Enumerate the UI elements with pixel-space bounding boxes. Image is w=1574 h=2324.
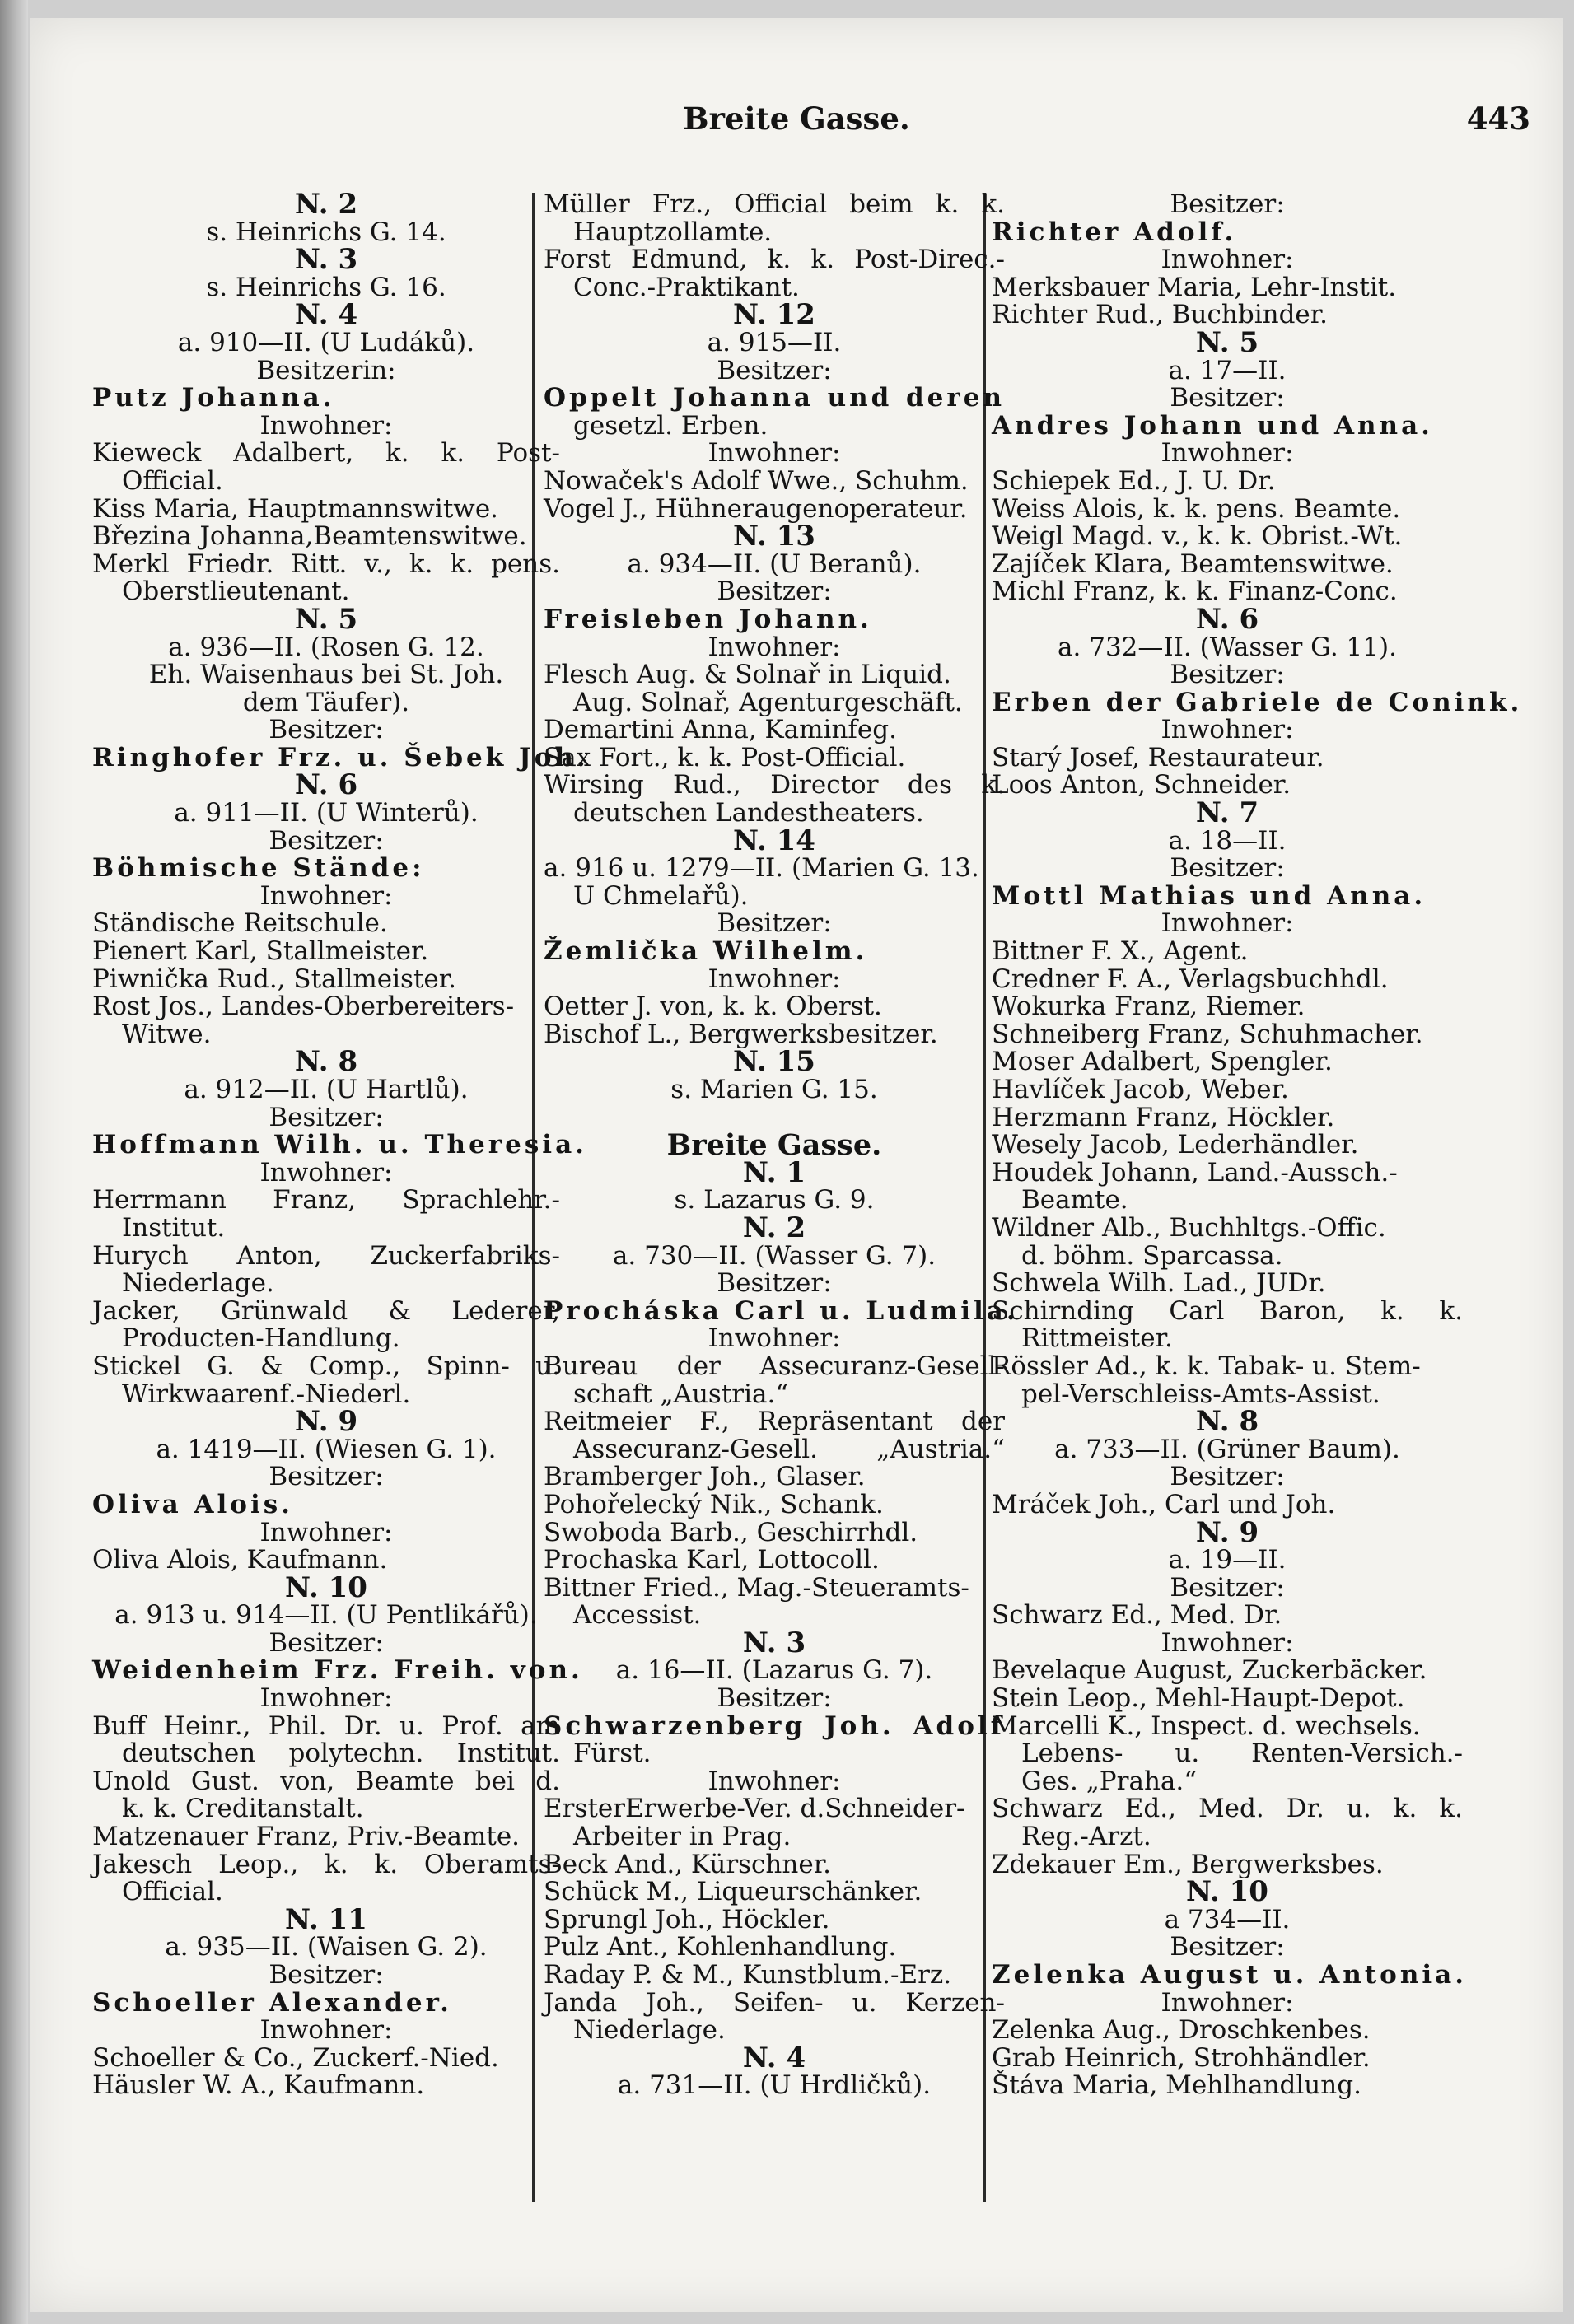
directory-line: Kieweck Adalbert, k. k. Post- <box>92 438 560 469</box>
directory-line: Lebens- u. Renten-Versich.- <box>1021 1738 1463 1769</box>
residents-label: Inwohner: <box>708 438 841 469</box>
directory-line: a. 911—II. (U Winterů). <box>174 798 479 828</box>
owner-label: Besitzerin: <box>256 355 396 385</box>
directory-line: s. Heinrichs G. 16. <box>206 272 446 302</box>
directory-line: k. k. Creditanstalt. <box>122 1794 364 1824</box>
directory-line: a. 916 u. 1279—II. (Marien G. 13. <box>544 853 979 884</box>
directory-line: Fürst. <box>573 1738 652 1769</box>
directory-line: a. 912—II. (U Hartlů). <box>184 1075 469 1104</box>
directory-line: Bittner F. X., Agent. <box>992 936 1249 967</box>
directory-line: Rössler Ad., k. k. Tabak- u. Stem- <box>992 1351 1421 1381</box>
directory-line: Demartini Anna, Kaminfeg. <box>544 715 897 745</box>
directory-line: Ges. „Praha.“ <box>1021 1766 1198 1796</box>
house-number-heading: N. 5 <box>1195 325 1259 359</box>
directory-line: a. 936—II. (Rosen G. 12. <box>168 632 484 662</box>
running-header-title: Breite Gasse. <box>683 100 910 137</box>
residents-label: Inwohner: <box>259 410 393 441</box>
directory-line: Buff Heinr., Phil. Dr. u. Prof. am <box>92 1710 560 1741</box>
owner-name: Ringhofer Frz. u. Šebek Joh. <box>92 742 589 772</box>
directory-line: Jacker, Grünwald & Lederer, <box>92 1295 560 1326</box>
directory-line: deutschen polytechn. Institut. <box>122 1738 560 1769</box>
directory-line: Zajíček Klara, Beamtenswitwe. <box>992 548 1394 579</box>
house-number-heading: N. 1 <box>742 1155 806 1189</box>
owner-label: Besitzer: <box>717 576 832 607</box>
street-heading: Breite Gasse. <box>666 1128 882 1163</box>
directory-line: a. 915—II. <box>707 327 842 357</box>
directory-line: Eh. Waisenhaus bei St. Joh. <box>148 660 504 690</box>
directory-line: Official. <box>122 465 223 496</box>
directory-line: Houdek Johann, Land.-Aussch.- <box>992 1157 1398 1188</box>
residents-label: Inwohner: <box>708 632 841 662</box>
directory-line: Wirsing Rud., Director des k. <box>544 770 1005 800</box>
owner-name: Freisleben Johann. <box>544 604 872 634</box>
directory-line: Bittner Fried., Mag.-Steueramts- <box>544 1572 969 1603</box>
directory-line: Oberstlieutenant. <box>122 576 350 607</box>
directory-line: schaft „Austria.“ <box>573 1379 789 1409</box>
house-number-heading: N. 10 <box>285 1570 367 1604</box>
directory-line: ErsterErwerbe-Ver. d.Schneider- <box>544 1794 965 1824</box>
directory-line: Oliva Alois, Kaufmann. <box>92 1545 388 1575</box>
directory-line: s. Marien G. 15. <box>670 1075 878 1104</box>
directory-line: a. 731—II. (U Hrdličků). <box>617 2070 932 2101</box>
directory-line: Rittmeister. <box>1021 1323 1173 1354</box>
directory-line: Wildner Alb., Buchhltgs.-Offic. <box>992 1212 1386 1243</box>
owner-label: Besitzer: <box>1170 1932 1285 1962</box>
owner-name: Procháska Carl u. Ludmila. <box>544 1295 1019 1326</box>
house-number-heading: N. 9 <box>1195 1515 1259 1549</box>
house-number-heading: N. 10 <box>1186 1875 1268 1909</box>
directory-line: Richter Rud., Buchbinder. <box>992 300 1329 330</box>
owner-label: Besitzer: <box>1170 660 1285 690</box>
directory-line: Forst Edmund, k. k. Post-Direc.- <box>544 245 1005 275</box>
directory-line: Pulz Ant., Kohlenhandlung. <box>544 1932 897 1962</box>
directory-line: Bureau der Assecuranz-Gesell- <box>544 1351 1005 1381</box>
directory-line: Stein Leop., Mehl-Haupt-Depot. <box>992 1683 1405 1714</box>
owner-label: Besitzer: <box>269 825 384 856</box>
directory-line: Pienert Karl, Stallmeister. <box>92 936 429 967</box>
directory-line: Zdekauer Em., Bergwerksbes. <box>992 1849 1384 1879</box>
house-number-heading: N. 12 <box>733 298 815 332</box>
directory-line: Bramberger Joh., Glaser. <box>544 1462 866 1492</box>
directory-line: Schwela Wilh. Lad., JUDr. <box>992 1268 1326 1299</box>
directory-line: Flesch Aug. & Solnař in Liquid. <box>544 660 951 690</box>
residents-label: Inwohner: <box>708 1766 841 1796</box>
owner-name: Oppelt Johanna und deren <box>544 383 1005 413</box>
directory-line: Matzenauer Franz, Priv.-Beamte. <box>92 1822 521 1852</box>
owner-name: Hoffmann Wilh. u. Theresia. <box>92 1130 587 1160</box>
directory-line: a. 733—II. (Grüner Baum). <box>1054 1434 1400 1464</box>
owner-label: Besitzer: <box>717 1268 832 1299</box>
owner-name: Böhmische Stände: <box>92 853 425 884</box>
house-number-heading: N. 14 <box>733 824 815 857</box>
owner-label: Besitzer: <box>269 1627 384 1658</box>
directory-line: Schwarz Ed., Med. Dr. <box>992 1600 1282 1631</box>
residents-label: Inwohner: <box>259 880 393 911</box>
owner-name: Schwarzenberg Joh. Adolf <box>544 1710 1005 1741</box>
directory-line: Official. <box>122 1877 223 1907</box>
directory-line: Herrmann Franz, Sprachlehr.- <box>92 1185 560 1216</box>
owner-label: Besitzer: <box>1170 1462 1285 1492</box>
directory-column-3 <box>992 189 1523 2101</box>
directory-line: Stickel G. & Comp., Spinn- u. <box>92 1351 560 1381</box>
directory-line: Zelenka Aug., Droschkenbes. <box>992 2015 1371 2046</box>
owner-name: Richter Adolf. <box>992 217 1237 247</box>
owner-label: Besitzer: <box>1170 189 1285 219</box>
directory-column-2 <box>544 189 1019 2101</box>
owner-label: Besitzer: <box>1170 853 1285 884</box>
house-number-heading: N. 3 <box>294 243 358 277</box>
house-number-heading: N. 3 <box>742 1626 806 1659</box>
owner-label: Besitzer: <box>269 1102 384 1132</box>
directory-line: Schneiberg Franz, Schuhmacher. <box>992 1019 1423 1049</box>
directory-line: Aug. Solnař, Agenturgeschäft. <box>573 687 963 717</box>
residents-label: Inwohner: <box>1161 438 1294 469</box>
owner-label: Besitzer: <box>717 908 832 939</box>
directory-line: Pohořelecký Nik., Schank. <box>544 1489 884 1519</box>
owner-name: Oliva Alois. <box>92 1489 293 1519</box>
directory-line: gesetzl. Erben. <box>573 410 768 441</box>
directory-line: a. 732—II. (Wasser G. 11). <box>1058 632 1397 662</box>
residents-label: Inwohner: <box>1161 1987 1294 2018</box>
directory-line: Schiepek Ed., J. U. Dr. <box>992 465 1276 496</box>
directory-line: Häusler W. A., Kaufmann. <box>92 2070 425 2101</box>
directory-line: a. 730—II. (Wasser G. 7). <box>612 1240 936 1271</box>
directory-line: Witwe. <box>122 1019 212 1049</box>
directory-line: Hurych Anton, Zuckerfabriks- <box>92 1240 560 1271</box>
directory-line: Credner F. A., Verlagsbuchhdl. <box>992 964 1389 994</box>
page-number: 443 <box>1466 100 1530 137</box>
house-number-heading: N. 8 <box>294 1045 358 1079</box>
directory-line: Starý Josef, Restaurateur. <box>992 742 1324 772</box>
directory-line: Wokurka Franz, Riemer. <box>992 992 1305 1022</box>
directory-line: Rost Jos., Landes-Oberbereiters- <box>92 992 515 1022</box>
directory-line: a. 17—II. <box>1168 355 1287 385</box>
house-number-heading: N. 7 <box>1195 796 1259 830</box>
directory-line: dem Täufer). <box>242 687 410 717</box>
directory-line: Wirkwaarenf.-Niederl. <box>122 1379 411 1409</box>
directory-line: Štáva Maria, Mehlhandlung. <box>992 2070 1361 2101</box>
directory-line: Piwnička Rud., Stallmeister. <box>92 964 457 994</box>
directory-line: Moser Adalbert, Spengler. <box>992 1047 1333 1077</box>
directory-line: Institut. <box>122 1212 226 1243</box>
directory-line: Grab Heinrich, Strohhändler. <box>992 2042 1371 2073</box>
owner-label: Besitzer: <box>1170 1572 1285 1603</box>
directory-line: Swoboda Barb., Geschirrhdl. <box>544 1517 918 1547</box>
residents-label: Inwohner: <box>259 1683 393 1714</box>
house-number-heading: N. 2 <box>294 188 358 221</box>
residents-label: Inwohner: <box>1161 1627 1294 1658</box>
directory-line: Michl Franz, k. k. Finanz-Conc. <box>992 576 1398 607</box>
residents-label: Inwohner: <box>1161 245 1294 275</box>
house-number-heading: N. 13 <box>733 520 815 553</box>
residents-label: Inwohner: <box>1161 715 1294 745</box>
directory-line: Schwarz Ed., Med. Dr. u. k. k. <box>992 1794 1463 1824</box>
directory-line: Březina Johanna,Beamtenswitwe. <box>92 521 527 552</box>
directory-line: a. 935—II. (Waisen G. 2). <box>165 1932 488 1962</box>
directory-line: Wesely Jacob, Lederhändler. <box>992 1130 1359 1160</box>
directory-line: Sax Fort., k. k. Post-Official. <box>544 742 906 772</box>
directory-line: a. 16—II. (Lazarus G. 7). <box>615 1655 933 1686</box>
owner-name: Putz Johanna. <box>92 383 335 413</box>
directory-page <box>30 18 1563 2312</box>
directory-line: Hauptzollamte. <box>573 217 773 247</box>
directory-line: Jakesch Leop., k. k. Oberamts- <box>92 1849 560 1879</box>
directory-line: Assecuranz-Gesell. „Austria.“ <box>573 1434 1005 1464</box>
directory-line: Ständische Reitschule. <box>92 908 388 939</box>
owner-label: Besitzer: <box>717 1683 832 1714</box>
owner-name: Erben der Gabriele de Conink. <box>992 687 1523 717</box>
owner-label: Besitzer: <box>717 355 832 385</box>
house-number-heading: N. 2 <box>742 1211 806 1244</box>
residents-label: Inwohner: <box>708 1323 841 1354</box>
directory-line: a. 913 u. 914—II. (U Pentlikářů). <box>114 1600 538 1631</box>
owner-name: Zelenka August u. Antonia. <box>992 1960 1468 1990</box>
directory-line: Sprungl Joh., Höckler. <box>544 1904 830 1934</box>
directory-line: Merksbauer Maria, Lehr-Instit. <box>992 272 1397 302</box>
house-number-heading: N. 8 <box>1195 1405 1259 1439</box>
directory-line: Niederlage. <box>573 2015 726 2046</box>
directory-line: Beck And., Kürschner. <box>544 1849 831 1879</box>
directory-line: d. böhm. Sparcassa. <box>1021 1240 1283 1271</box>
residents-label: Inwohner: <box>259 1157 393 1188</box>
directory-line: Kiss Maria, Hauptmannswitwe. <box>92 493 499 524</box>
owner-name: Weidenheim Frz. Freih. von. <box>92 1655 583 1686</box>
directory-line: Loos Anton, Schneider. <box>992 770 1291 800</box>
house-number-heading: N. 11 <box>285 1902 367 1936</box>
house-number-heading: N. 6 <box>294 768 358 802</box>
directory-column-1 <box>92 188 589 2101</box>
directory-line: Weiss Alois, k. k. pens. Beamte. <box>992 493 1401 524</box>
directory-line: s. Heinrichs G. 14. <box>206 217 446 247</box>
owner-label: Besitzer: <box>269 715 384 745</box>
residents-label: Inwohner: <box>259 2015 393 2046</box>
directory-line: Schoeller & Co., Zuckerf.-Nied. <box>92 2042 499 2073</box>
directory-line: Merkl Friedr. Ritt. v., k. k. pens. <box>92 548 560 579</box>
directory-line: a. 1419—II. (Wiesen G. 1). <box>156 1434 497 1464</box>
directory-line: Herzmann Franz, Höckler. <box>992 1102 1335 1132</box>
owner-label: Besitzer: <box>269 1960 384 1990</box>
residents-label: Inwohner: <box>259 1517 393 1547</box>
directory-line: pel-Verschleiss-Amts-Assist. <box>1021 1379 1380 1409</box>
directory-line: Niederlage. <box>122 1268 274 1299</box>
owner-name: Žemlička Wilhelm. <box>544 936 868 967</box>
residents-label: Inwohner: <box>1161 908 1294 939</box>
directory-line: Nowaček's Adolf Wwe., Schuhm. <box>544 465 969 496</box>
directory-line: a. 18—II. <box>1168 825 1287 856</box>
directory-line: Janda Joh., Seifen- u. Kerzen- <box>544 1987 1005 2018</box>
directory-line: Prochaska Karl, Lottocoll. <box>544 1545 880 1575</box>
directory-line: U Chmelařů). <box>573 880 749 911</box>
directory-line: a. 19—II. <box>1168 1545 1287 1575</box>
directory-line: a. 910—II. (U Ludáků). <box>177 327 475 357</box>
directory-line: Schück M., Liqueurschänker. <box>544 1877 922 1907</box>
directory-line: Producten-Handlung. <box>122 1323 400 1354</box>
directory-line: Weigl Magd. v., k. k. Obrist.-Wt. <box>992 521 1403 552</box>
house-number-heading: N. 4 <box>742 2041 806 2074</box>
directory-line: Havlíček Jacob, Weber. <box>992 1075 1289 1104</box>
owner-name: Schoeller Alexander. <box>92 1987 452 2018</box>
directory-line: Raday P. & M., Kunstblum.-Erz. <box>544 1960 952 1990</box>
directory-line: deutschen Landestheaters. <box>573 798 924 828</box>
directory-line: Accessist. <box>573 1600 702 1631</box>
directory-line: Schirnding Carl Baron, k. k. <box>992 1295 1463 1326</box>
directory-line: Bischof L., Bergwerksbesitzer. <box>544 1019 938 1049</box>
directory-line: a. 934—II. (U Beranů). <box>627 548 922 579</box>
directory-line: Bevelaque August, Zuckerbäcker. <box>992 1655 1427 1686</box>
directory-line: Conc.-Praktikant. <box>573 272 800 302</box>
owner-label: Besitzer: <box>1170 383 1285 413</box>
directory-line <box>544 1104 1005 1132</box>
directory-line: Müller Frz., Official beim k. k. <box>544 189 1005 219</box>
directory-line: Reg.-Arzt. <box>1021 1822 1151 1852</box>
house-number-heading: N. 6 <box>1195 602 1259 636</box>
directory-line: Mráček Joh., Carl und Joh. <box>992 1489 1336 1519</box>
residents-label: Inwohner: <box>708 964 841 994</box>
directory-line: Beamte. <box>1021 1185 1128 1216</box>
house-number-heading: N. 4 <box>294 298 358 332</box>
directory-line: Vogel J., Hühneraugenoperateur. <box>544 493 968 524</box>
directory-line: a 734—II. <box>1164 1904 1291 1934</box>
house-number-heading: N. 5 <box>294 602 358 636</box>
directory-line: Arbeiter in Prag. <box>573 1822 792 1852</box>
owner-label: Besitzer: <box>269 1462 384 1492</box>
directory-line: Reitmeier F., Repräsentant der <box>544 1407 1005 1437</box>
directory-line: s. Lazarus G. 9. <box>674 1185 875 1216</box>
directory-line: Oetter J. von, k. k. Oberst. <box>544 992 882 1022</box>
directory-line: Marcelli K., Inspect. d. wechsels. <box>992 1710 1421 1741</box>
book-spine-shadow <box>0 0 28 2324</box>
owner-name: Mottl Mathias und Anna. <box>992 880 1427 911</box>
house-number-heading: N. 15 <box>733 1045 815 1079</box>
owner-name: Andres Johann und Anna. <box>992 410 1433 441</box>
house-number-heading: N. 9 <box>294 1405 358 1439</box>
directory-line: Unold Gust. von, Beamte bei d. <box>92 1766 560 1796</box>
